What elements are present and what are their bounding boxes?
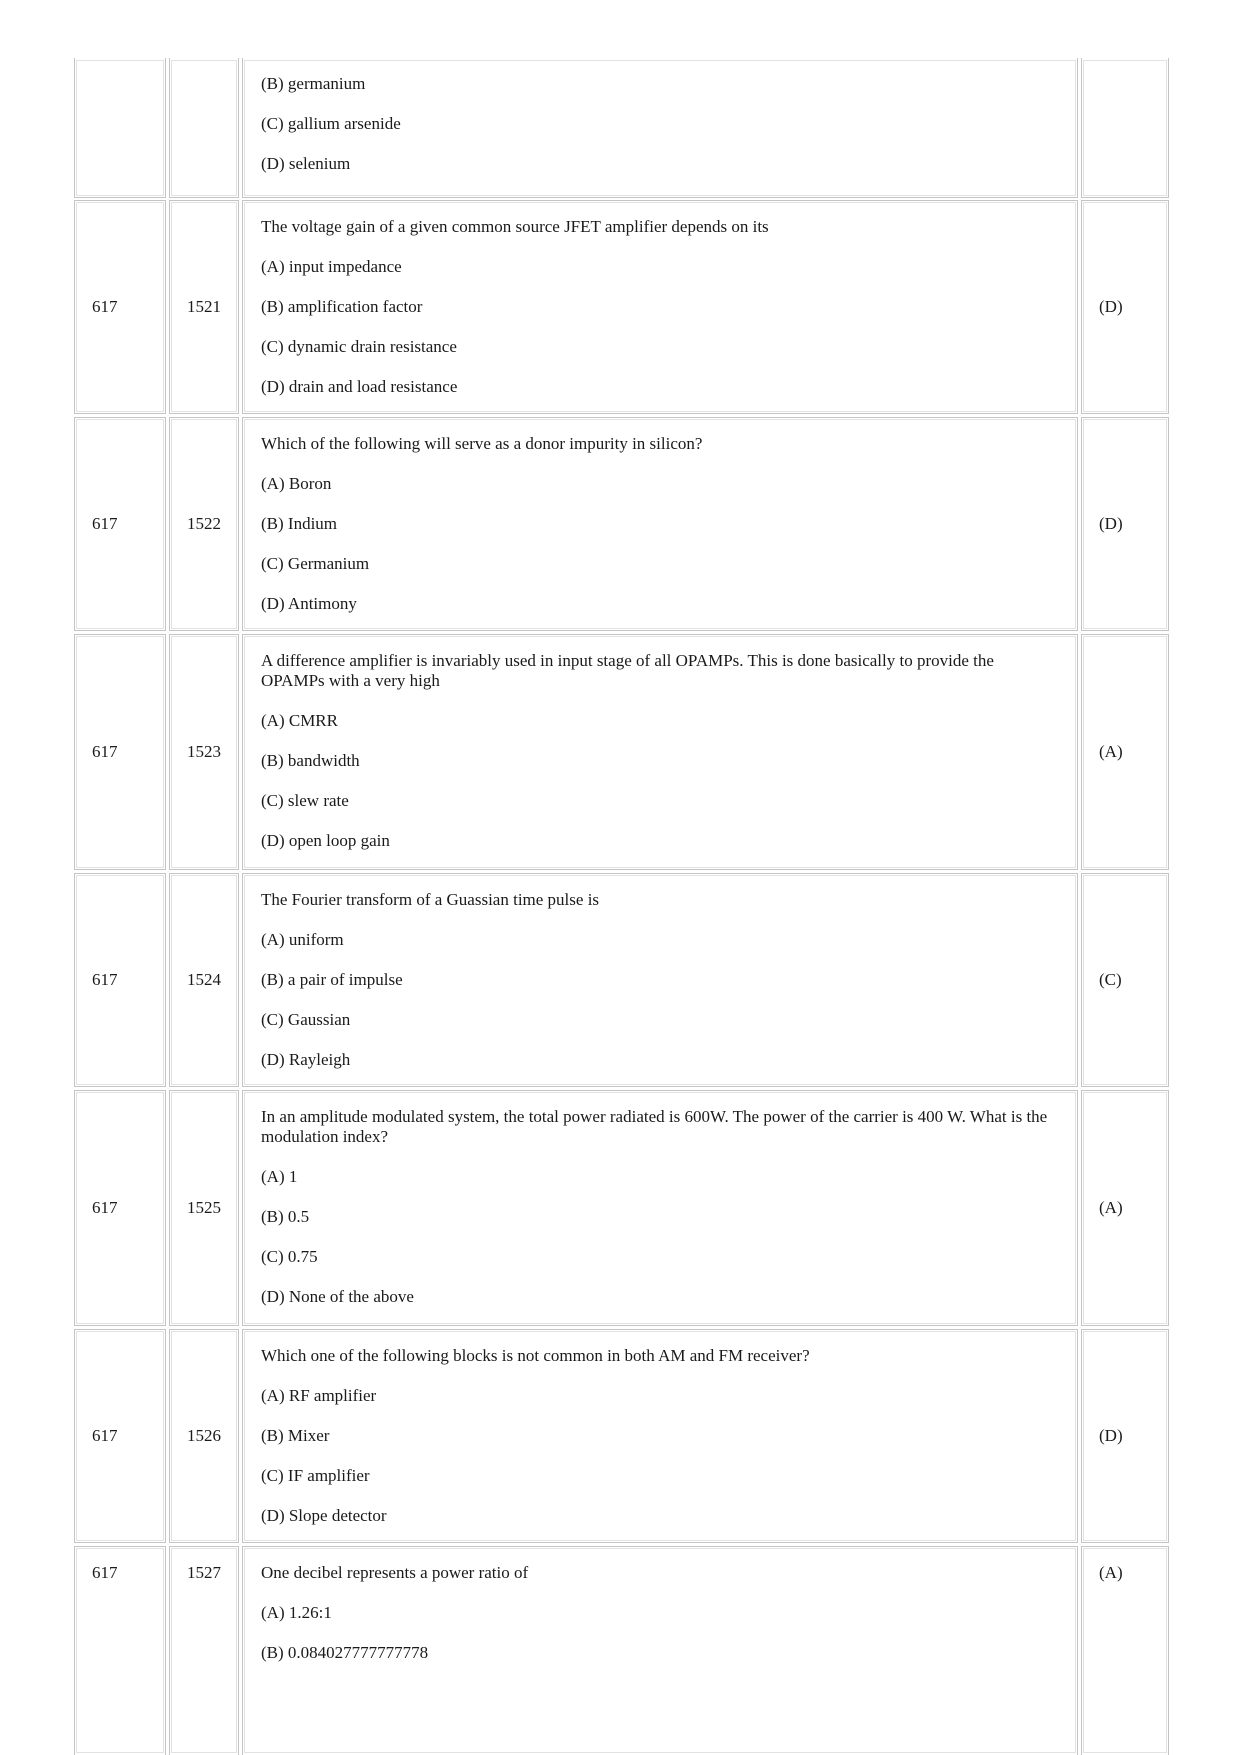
- answer-cell: (D): [1081, 1329, 1169, 1543]
- question-cell: [242, 634, 1078, 870]
- question-text: Which one of the following blocks is not common in both AM and FM receiver?: [261, 1346, 810, 1365]
- option-b: (B) amplification factor: [261, 297, 423, 316]
- answer-cell: (A): [1081, 1090, 1169, 1326]
- option-d: (D) None of the above: [261, 1287, 414, 1306]
- question-number-cell: 1524: [169, 873, 239, 1087]
- table-row: [74, 1329, 1169, 1543]
- option-b: (B) 0.084027777777778: [261, 1643, 429, 1662]
- table-row: [74, 1090, 1169, 1326]
- option-b: (B) bandwidth: [261, 751, 360, 770]
- subject-cell: 617: [74, 417, 166, 631]
- subject-cell: [74, 58, 166, 198]
- question-cell: [242, 873, 1078, 1087]
- question-number-cell: 1523: [169, 634, 239, 870]
- option-d: (D) Slope detector: [261, 1506, 387, 1525]
- question-text: Which of the following will serve as a donor impurity in silicon?: [261, 434, 703, 453]
- question-text: In an amplitude modulated system, the total power radiated is 600W. The power of the carrier is 400 W. What is the modulation index?: [261, 1107, 1048, 1146]
- option-c: (C) dynamic drain resistance: [261, 337, 457, 356]
- question-number-cell: 1527: [169, 1546, 239, 1755]
- answer-cell: (C): [1081, 873, 1169, 1087]
- question-text: The voltage gain of a given common source JFET amplifier depends on its: [261, 217, 769, 236]
- option-a: (A) Boron: [261, 474, 332, 493]
- option-a: (A) input impedance: [261, 257, 402, 276]
- answer-cell: (D): [1081, 417, 1169, 631]
- subject-cell: 617: [74, 1090, 166, 1326]
- table-row: [74, 58, 1169, 198]
- question-cell: [242, 200, 1078, 414]
- question-text: The Fourier transform of a Guassian time pulse is: [261, 890, 600, 909]
- subject-cell: 617: [74, 634, 166, 870]
- option-a: (A) RF amplifier: [261, 1386, 377, 1405]
- table-row: [74, 200, 1169, 414]
- question-number-cell: 1526: [169, 1329, 239, 1543]
- option-a: (A) CMRR: [261, 711, 338, 730]
- option-b: (B) Mixer: [261, 1426, 330, 1445]
- question-number-cell: 1525: [169, 1090, 239, 1326]
- option-c: (C) Gaussian: [261, 1010, 351, 1029]
- option-d: (D) selenium: [261, 154, 351, 173]
- option-d: (D) drain and load resistance: [261, 377, 458, 396]
- option-c: (C) gallium arsenide: [261, 114, 401, 133]
- option-d: (D) open loop gain: [261, 831, 390, 850]
- question-cell: [242, 1090, 1078, 1326]
- option-b: (B) a pair of impulse: [261, 970, 403, 989]
- question-text: One decibel represents a power ratio of: [261, 1563, 529, 1582]
- option-c: (C) slew rate: [261, 791, 349, 810]
- question-number-cell: 1522: [169, 417, 239, 631]
- answer-cell: (A): [1081, 1546, 1169, 1755]
- option-a: (A) 1.26:1: [261, 1603, 332, 1622]
- option-c: (C) 0.75: [261, 1247, 318, 1266]
- subject-cell: 617: [74, 873, 166, 1087]
- option-a: (A) 1: [261, 1167, 298, 1186]
- option-c: (C) Germanium: [261, 554, 370, 573]
- option-b: (B) 0.5: [261, 1207, 310, 1226]
- option-b: (B) germanium: [261, 74, 366, 93]
- option-d: (D) Antimony: [261, 594, 357, 613]
- question-cell: [242, 58, 1078, 198]
- question-cell: [242, 1546, 1078, 1755]
- answer-cell: (D): [1081, 200, 1169, 414]
- question-number-cell: [169, 58, 239, 198]
- option-c: (C) IF amplifier: [261, 1466, 370, 1485]
- option-a: (A) uniform: [261, 930, 344, 949]
- answer-cell: (A): [1081, 634, 1169, 870]
- subject-cell: 617: [74, 200, 166, 414]
- table-row: [74, 873, 1169, 1087]
- subject-cell: 617: [74, 1329, 166, 1543]
- answer-cell: [1081, 58, 1169, 198]
- question-number-cell: 1521: [169, 200, 239, 414]
- option-d: (D) Rayleigh: [261, 1050, 351, 1069]
- table-row: [74, 634, 1169, 870]
- question-cell: [242, 1329, 1078, 1543]
- table-row: [74, 1546, 1169, 1755]
- table-row: [74, 417, 1169, 631]
- option-b: (B) Indium: [261, 514, 338, 533]
- subject-cell: 617: [74, 1546, 166, 1755]
- question-text: A difference amplifier is invariably used in input stage of all OPAMPs. This is done basically to provide the OPAMPs with a very high: [261, 651, 994, 690]
- question-cell: [242, 417, 1078, 631]
